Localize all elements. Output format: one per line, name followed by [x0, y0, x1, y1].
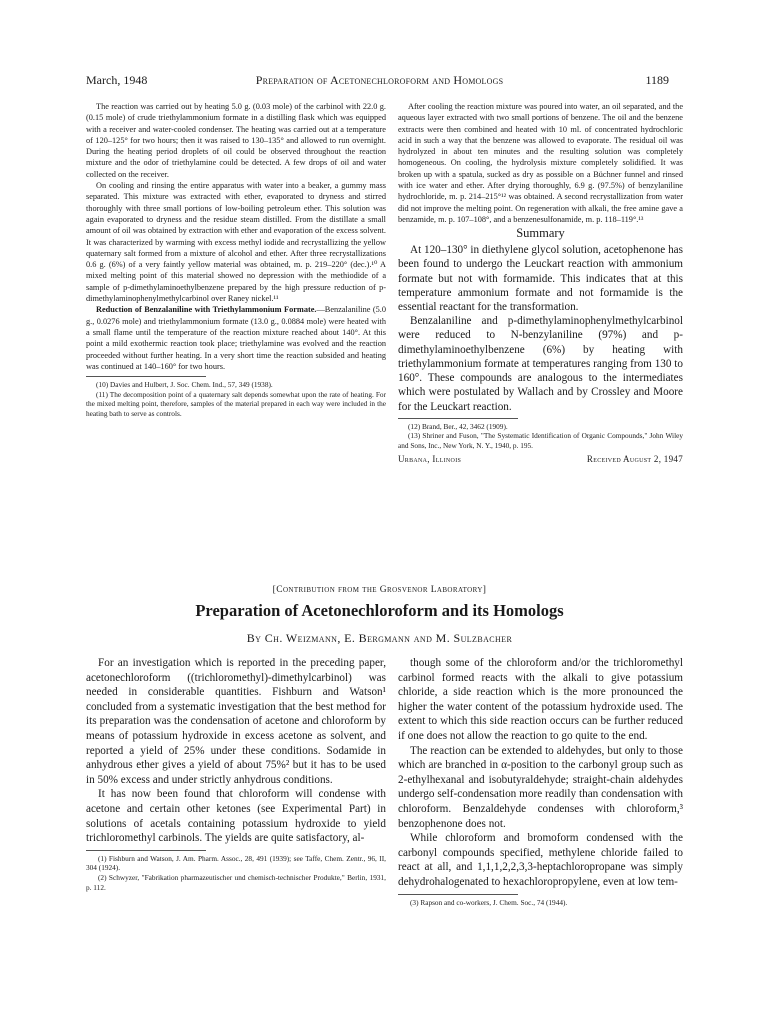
- paragraph: It has now been found that chloroform will condense with acetone and certain other ketones (see Experimental Part) in solutions of acetals containing potassium hydroxide to yield trichloromethyl carbinols. The yields are quite satisfactory, al-: [86, 788, 386, 845]
- paragraph: The reaction can be extended to aldehydes, but only to those which are branched in α-position to the carbonyl group such as 2-ethylhexanal and isobutyraldehyde; straight-chain aldehydes undergo self-condensation more readily than condensation with chloroform. Benzaldehyde condenses with chloroform,³ benzophenone does not.: [398, 744, 683, 830]
- footnote: (13) Shriner and Fuson, "The Systematic Identification of Organic Compounds," John Wiley and Sons, Inc., New York, N. Y., 1940, p. 195.: [398, 431, 683, 450]
- right-column-bottom: [398, 656, 683, 907]
- page-number: 1189: [645, 73, 669, 87]
- paragraph: After cooling the reaction mixture was poured into water, an oil separated, and the aqueous layer extracted with two small portions of benzene. The oil and the benzene extracts were then combined and heated with 10 ml. of concentrated hydrochloric acid in such a way that the benzene was allowed to evaporate. The residual oil was hydrolyzed in about ten minutes and the resulting solution was completely homogeneous. On cooling, the hydrolysis mixture completely solidified. It was broken up with a spatula, sucked as dry as possible on a Büchner funnel and rinsed with ice water and ether. After drying thoroughly, 6.9 g. (97.5%) of benzylaniline hydrochloride, m. p. 214–215°¹² was obtained. A second recrystallization from water did not improve the melting point. On regeneration with alkali, the free amine gave a benzamide, m. p. 107–108°, and a benzenesulfonamide, m. p. 118–119°.¹³: [398, 102, 683, 224]
- paragraph: though some of the chloroform and/or the trichloromethyl carbinol formed reacts with the alkali to give potassium chloride, a side reaction which is the more pronounced the higher the water content of the potassium hydroxide used. The extent to which this side reaction occurs can be further reduced if one does not allow the reaction to go quite to the end.: [398, 657, 683, 742]
- run-in-text: —Benzalaniline (5.0 g., 0.0276 mole) and triethylammonium formate (13.0 g., 0.0884 mole) were heated with a small flame until the temperature of the reaction mixture reached about 140°. At this point a mild exothermic reaction took place; triethylamine was evolved and the reaction proceeded without further heating. In a very short time the reaction subsided and heating was continued at 140–160° for two hours.: [86, 305, 386, 371]
- contribution-line: [Contribution from the Grosvenor Laboratory]: [272, 585, 487, 595]
- paragraph: On cooling and rinsing the entire apparatus with water into a beaker, a gummy mass separated. This mixture was extracted with ether, evaporated to dryness and stirred thoroughly with three small portions of low-boiling petroleum ether. This solution was again evaporated to dryness and the residue steam distilled. From the distillate a small amount of oil was obtained by extraction with ether and evaporation of the excess solvent. It was characterized by warming with excess methyl iodide and recrystallizing the yellow quaternary salt formed from a mixture of alcohol and ether. After three recrystallizations 0.6 g. (6%) of a very faintly yellow material was obtained, m. p. 219–220° (dec.).¹⁰ A mixed melting point of this material showed no depression with the methiodide of a sample of p-dimethylaminoethylbenzene prepared by the high pressure reduction of p-dimethylaminophenylmethylcarbinol over Raney nickel.¹¹: [86, 181, 386, 304]
- address-row: [398, 454, 683, 465]
- footnote: (2) Schwyzer, "Fabrikation pharmazeutischer und chemisch-technischer Produkte," Berlin, 1931, p. 112.: [86, 872, 386, 892]
- running-header-date: March, 1948: [86, 73, 148, 87]
- right-column-top: [398, 101, 683, 466]
- footnote-rule: [398, 418, 518, 419]
- footnote: (11) The decomposition point of a quaternary salt depends somewhat upon the rate of heating. For the mixed melting point, therefore, samples of the material prepared in each way were included in the heating bath to serve as controls.: [86, 389, 386, 418]
- footnote: (3) Rapson and co-workers, J. Chem. Soc., 74 (1944).: [410, 897, 568, 907]
- paragraph: While chloroform and bromoform condensed with the carbonyl compounds specified, methylene chloride failed to react at all, and 1,1,1,2,2,3,3-heptachloropropane was simply dehydrohalogenated to hexachloropropylene, even at low tem-: [398, 832, 683, 888]
- article-title: Preparation of Acetonechloroform and its Homologs: [195, 601, 564, 620]
- received-date: Received August 2, 1947: [586, 454, 683, 465]
- paragraph: The reaction was carried out by heating 5.0 g. (0.03 mole) of the carbinol with 22.0 g. (0.15 mole) of crude triethylammonium formate in a distilling flask which was equipped with a receiver and water-cooled condenser. The heating was carried out at a temperature of 120–125° for two hours; then it was raised to 130–135° and allowed to run overnight. During the heating period droplets of oil could be observed throughout the reaction mixture and the odor of triethylamine could be detected. A few drops of oil and water collected on the receiver.: [86, 102, 386, 179]
- article-authors: By Ch. Weizmann, E. Bergmann and M. Sulzbacher: [246, 631, 513, 645]
- footnote-rule: [86, 376, 206, 377]
- paragraph: [86, 304, 386, 372]
- footnote-rule: [86, 850, 206, 851]
- footnote: (12) Brand, Ber., 42, 3462 (1909).: [408, 421, 508, 431]
- author-address: Urbana, Illinois: [398, 454, 462, 465]
- summary-paragraph: At 120–130° in diethylene glycol solution, acetophenone has been found to undergo the Leuckart reaction with ammonium formate but not with formamide. This indicates that at this temperature ammonium formate and not formamide is the essential reactant for the transformation.: [398, 244, 683, 314]
- footnote: (1) Fishburn and Watson, J. Am. Pharm. Assoc., 28, 491 (1939); see Taffe, Chem. Zentr., 96, II, 304 (1924).: [86, 853, 386, 873]
- left-column-top: [86, 101, 386, 419]
- run-in-heading: Reduction of Benzalaniline with Triethylammonium Formate.: [96, 305, 317, 315]
- running-header-title: Preparation of Acetonechloroform and Homologs: [255, 73, 504, 87]
- footnote-rule: [398, 894, 518, 895]
- left-column-bottom: [86, 656, 386, 892]
- summary-heading: Summary: [516, 226, 565, 241]
- summary-section: [398, 226, 683, 413]
- paragraph: For an investigation which is reported in the preceding paper, acetonechloroform ((trichloromethyl)-dimethylcarbinol) was needed in considerable quantities. Fishburn and Watson¹ concluded from a systematic investigation that the best method for its preparation was the condensation of acetone and chloroform by means of potassium hydroxide in excess acetone as solvent, and reported a yield of 25% under these conditions. Sodamide in anhydrous ether gives a yield of about 75%² but it has to be used in 50% excess and under strictly anhydrous conditions.: [86, 657, 386, 786]
- footnote: (10) Davies and Hulbert, J. Soc. Chem. Ind., 57, 349 (1938).: [96, 380, 273, 390]
- summary-paragraph: Benzalaniline and p-dimethylaminophenylmethylcarbinol were reduced to N-benzylaniline (97%) and p-dimethylaminoethylbenzene (6%) by heating with triethylammonium formate at temperatures ranging from 130 to 160°. These compounds are analogous to the intermediates which were postulated by Wallach and by Crossley and Moore for the Leuckart reaction.: [398, 315, 683, 413]
